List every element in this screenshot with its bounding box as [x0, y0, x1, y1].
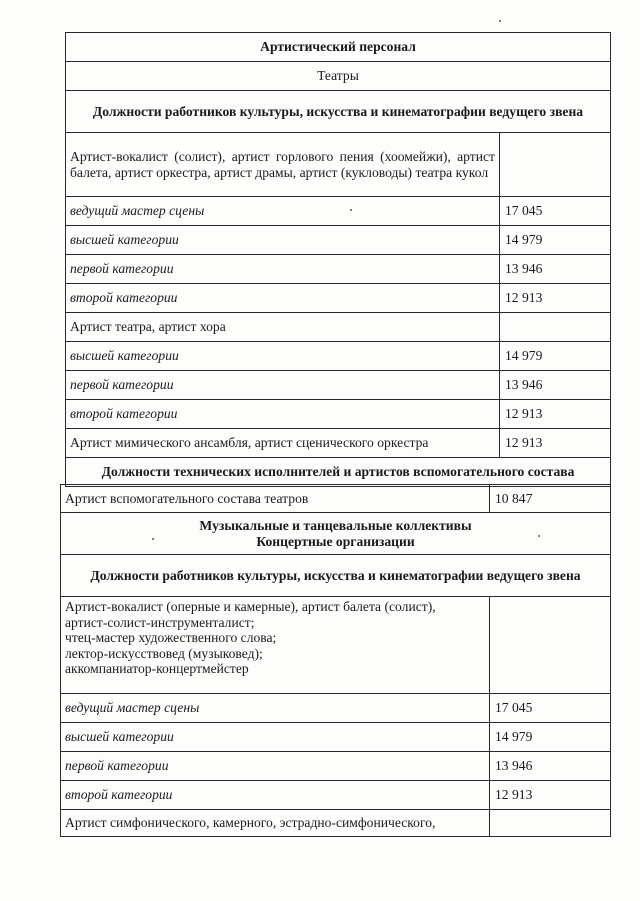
category-label: второй категории — [61, 781, 490, 810]
technical-positions-group-title: Должности технических исполнителей и артистов вспомогательного состава — [66, 458, 611, 487]
table-row — [61, 694, 611, 723]
salary-value: 12 913 — [500, 429, 611, 458]
lower-table — [60, 484, 611, 837]
salary-value: 12 913 — [490, 781, 611, 810]
table-row — [61, 513, 611, 555]
table-row — [61, 555, 611, 597]
salary-value: 12 913 — [500, 284, 611, 313]
salary-value: 17 045 — [500, 197, 611, 226]
lead-positions-group-title: Должности работников культуры, искусства и кинематографии ведущего звена — [61, 555, 611, 597]
table-row — [66, 429, 611, 458]
salary-value: 13 946 — [500, 255, 611, 284]
category-label: первой категории — [61, 752, 490, 781]
salary-cell-empty — [490, 597, 611, 694]
position-description: Артист мимического ансамбля, артист сценического оркестра — [66, 429, 500, 458]
salary-value: 14 979 — [500, 226, 611, 255]
salary-value: 12 913 — [500, 400, 611, 429]
lead-positions-group-title: Должности работников культуры, искусства и кинематографии ведущего звена — [66, 91, 611, 133]
position-description: Артист-вокалист (солист), артист горлового пения (хоомейжи), артист балета, артист оркестра, артист драмы, артист (кукловоды) театра кукол — [66, 133, 500, 197]
table-row — [66, 33, 611, 62]
table-row — [66, 255, 611, 284]
salary-cell-empty — [500, 133, 611, 197]
scan-speck — [499, 20, 501, 22]
position-description: Артист вспомогательного состава театров — [61, 485, 490, 513]
category-label: второй категории — [66, 284, 500, 313]
artistic-staff-heading: Артистический персонал — [66, 33, 611, 62]
table-row — [66, 226, 611, 255]
scan-speck — [538, 535, 540, 537]
scan-speck — [152, 538, 154, 540]
salary-value: 10 847 — [490, 485, 611, 513]
table-row — [61, 810, 611, 837]
salary-cell-empty — [500, 313, 611, 342]
table-row — [66, 400, 611, 429]
position-description: Артист театра, артист хора — [66, 313, 500, 342]
category-label: высшей категории — [66, 342, 500, 371]
table-row — [61, 485, 611, 513]
position-description: Артист-вокалист (оперные и камерные), артист балета (солист), артист-солист-инструменталист; чтец-мастер художественного слова; лектор-искусствовед (музыковед); аккомпаниатор-концертмейстер — [61, 597, 490, 694]
upper-table — [65, 32, 611, 487]
table-row — [66, 313, 611, 342]
salary-value: 14 979 — [490, 723, 611, 752]
table-row — [66, 197, 611, 226]
category-label: первой категории — [66, 371, 500, 400]
category-label: высшей категории — [66, 226, 500, 255]
category-label: ведущий мастер сцены — [61, 694, 490, 723]
salary-value: 13 946 — [500, 371, 611, 400]
table-row — [66, 133, 611, 197]
position-description: Артист симфонического, камерного, эстрадно-симфонического, — [61, 810, 490, 837]
table-row — [66, 284, 611, 313]
table-row — [61, 597, 611, 694]
category-label: второй категории — [66, 400, 500, 429]
table-row — [61, 723, 611, 752]
salary-value: 17 045 — [490, 694, 611, 723]
salary-value: 14 979 — [500, 342, 611, 371]
salary-cell-empty — [490, 810, 611, 837]
table-row — [66, 342, 611, 371]
table-row — [66, 458, 611, 487]
table-row — [66, 91, 611, 133]
theatres-heading: Театры — [66, 62, 611, 91]
category-label: первой категории — [66, 255, 500, 284]
table-row — [66, 62, 611, 91]
table-row — [61, 752, 611, 781]
table-row — [66, 371, 611, 400]
category-label: ведущий мастер сцены — [66, 197, 500, 226]
category-label: высшей категории — [61, 723, 490, 752]
table-row — [61, 781, 611, 810]
scan-speck — [350, 209, 352, 211]
salary-value: 13 946 — [490, 752, 611, 781]
music-dance-concert-heading: Музыкальные и танцевальные коллективы Концертные организации — [61, 513, 611, 555]
